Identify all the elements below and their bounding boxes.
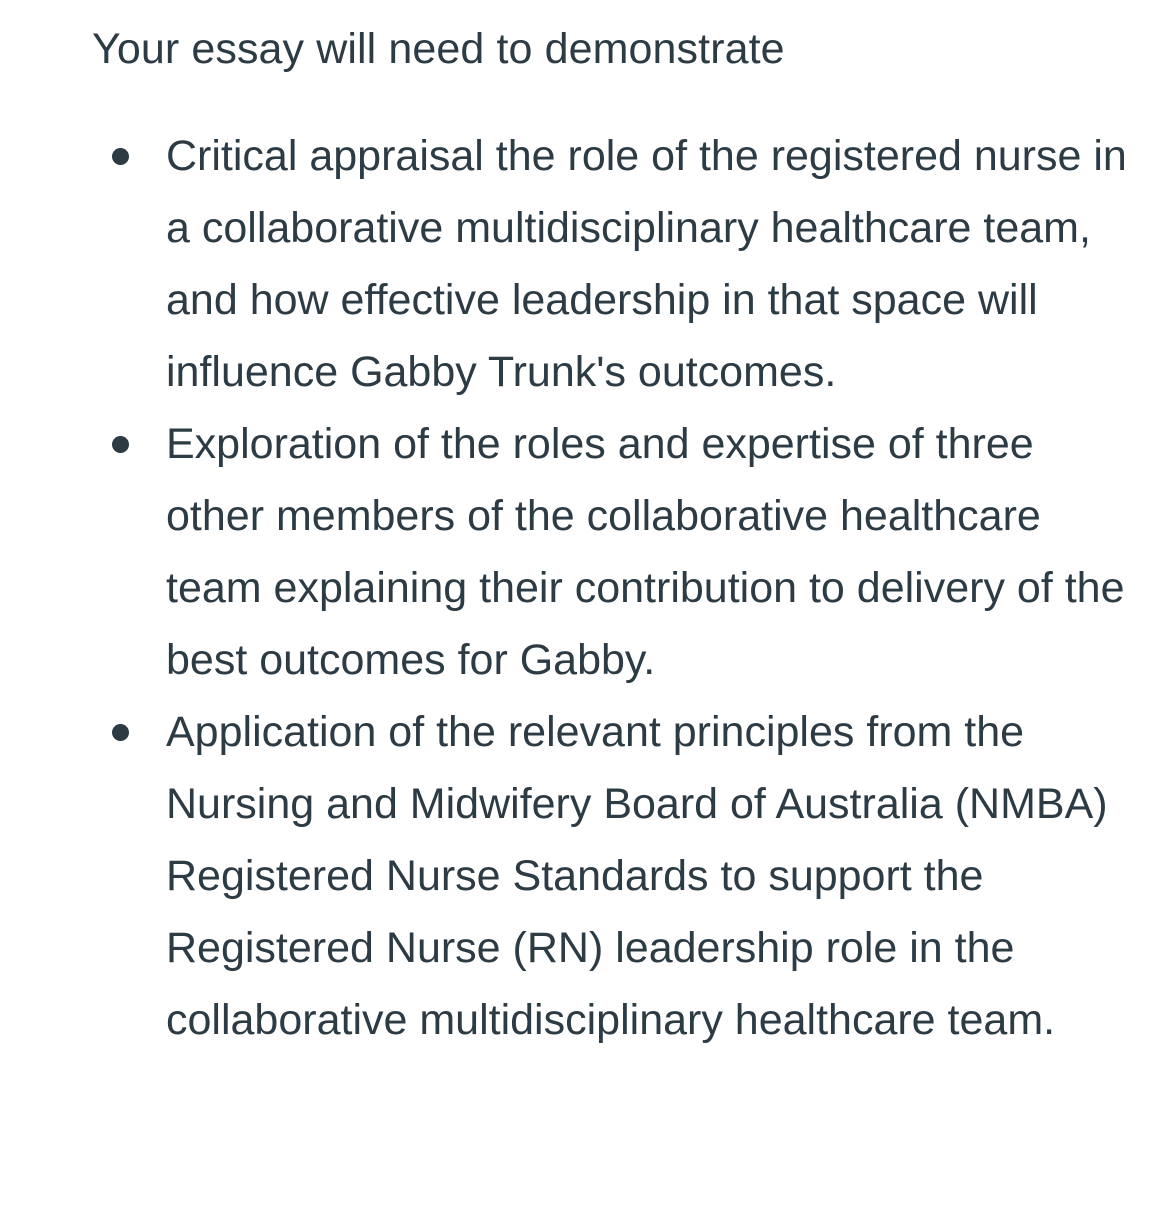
requirements-list	[92, 120, 1152, 1056]
requirement-text: Application of the relevant principles from the Nursing and Midwifery Board of Australia (NMBA) Registered Nurse Standards to support the Registered Nurse (RN) leadership role in the collaborative multidisciplinary healthcare team.	[166, 708, 1108, 1044]
intro-text: Your essay will need to demonstrate	[92, 25, 785, 73]
bullet-icon	[112, 148, 129, 165]
bullet-icon	[112, 436, 129, 453]
essay-instructions	[92, 20, 1152, 1056]
list-item	[92, 408, 1134, 696]
list-item	[92, 696, 1134, 1056]
list-item	[92, 120, 1134, 408]
requirement-text: Exploration of the roles and expertise of three other members of the collaborative healthcare team explaining their contribution to delivery of the best outcomes for Gabby.	[166, 420, 1125, 684]
requirement-text: Critical appraisal the role of the registered nurse in a collaborative multidisciplinary healthcare team, and how effective leadership in that space will influence Gabby Trunk's outcomes.	[166, 132, 1127, 396]
bullet-icon	[112, 724, 129, 741]
